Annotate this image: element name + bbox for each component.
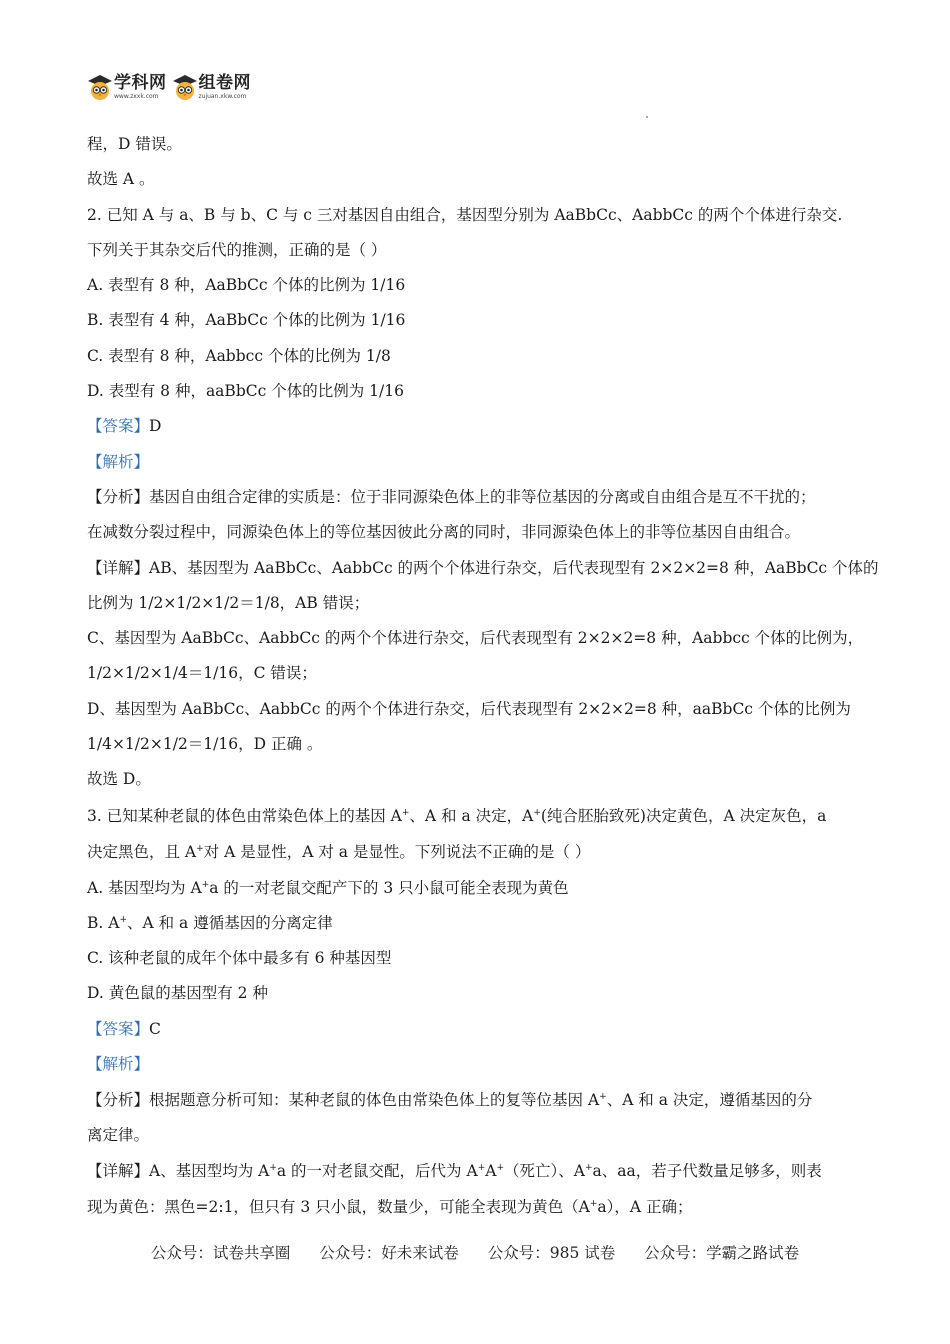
- stray-dot: [646, 116, 648, 118]
- answer-tag: 【答案】: [87, 1019, 150, 1038]
- site-logo: [86, 70, 255, 104]
- option-d: D. 黄色鼠的基因型有 2 种: [87, 984, 268, 1003]
- document-body: [87, 127, 879, 1225]
- superscript: +: [589, 1199, 598, 1210]
- superscript: +: [496, 1163, 504, 1174]
- text-line: C、基因型为 AaBbCc、AabbCc 的两个个体进行杂交，后代表现型有 2×2×2=8 种，Aabbcc 个体的比例为，: [87, 629, 864, 648]
- text-span: 对 A 是显性，A 对 a 是显性。下列说法不正确的是（ ）: [203, 842, 591, 861]
- analysis-text: 基因自由组合定律的实质是：位于非同源染色体上的非等位基因的分离或自由组合是互不干扰的；: [149, 487, 816, 506]
- superscript: +: [119, 914, 127, 925]
- text-span: 、A 和 a 决定，A: [409, 806, 534, 825]
- text-span: A: [485, 1162, 497, 1181]
- superscript: +: [201, 879, 210, 890]
- superscript: +: [584, 1163, 593, 1174]
- text-span: A. 基因型均为 A: [87, 878, 202, 897]
- text-span: a 的一对老鼠交配产下的 3 只小鼠可能全表现为黄色: [209, 878, 569, 897]
- text-span: a），A 正确；: [597, 1198, 693, 1217]
- text-span: a 的一对老鼠交配，后代为 A: [276, 1162, 478, 1181]
- answer-value: D: [149, 417, 162, 436]
- analysis-line: [87, 480, 872, 515]
- answer-line: [87, 1012, 872, 1047]
- superscript: +: [477, 1163, 486, 1174]
- zujuanwang-logo: [171, 73, 252, 101]
- text-line: 故选 A 。: [87, 170, 155, 189]
- question-2-stem: 2. 已知 A 与 a、B 与 b、C 与 c 三对基因自由组合，基因型分别为 AaBbCc、AabbCc 的两个个体进行杂交.: [87, 205, 843, 224]
- footer-wechat-1: 公众号：试卷共享圈: [150, 1244, 291, 1262]
- analysis-tag: 【分析】: [87, 1091, 150, 1110]
- option-a: A. 表型有 8 种，AaBbCc 个体的比例为 1/16: [87, 276, 406, 295]
- text-line: 离定律。: [87, 1126, 150, 1145]
- footer-wechat-4: 公众号：学霸之路试卷: [644, 1244, 800, 1262]
- text-line: [87, 1189, 872, 1225]
- superscript: +: [269, 1163, 277, 1174]
- question-2-stem-cont: 下列关于其杂交后代的推测，正确的是（ ）: [87, 240, 387, 259]
- superscript: +: [599, 1092, 607, 1103]
- option-c: C. 表型有 8 种，Aabbcc 个体的比例为 1/8: [87, 346, 391, 365]
- text-span: A、基因型均为 A: [149, 1162, 270, 1181]
- analysis-heading: [87, 445, 872, 480]
- xuekewang-logo: [86, 73, 167, 101]
- question-3-stem: [87, 798, 872, 834]
- text-line: 1/2×1/2×1/4＝1/16，C 错误；: [87, 664, 317, 683]
- detail-line: [87, 1153, 872, 1189]
- analysis-tag: 【解析】: [87, 452, 150, 471]
- option-a: [87, 870, 872, 906]
- text-line: 故选 D。: [87, 770, 151, 789]
- answer-tag: 【答案】: [87, 417, 150, 436]
- text-line: D、基因型为 AaBbCc、AabbCc 的两个个体进行杂交，后代表现型有 2×2×2=8 种，aaBbCc 个体的比例为: [87, 699, 851, 718]
- analysis-line: [87, 1082, 872, 1118]
- analysis-heading: [87, 1047, 872, 1082]
- brand-name: 学科网: [114, 72, 167, 93]
- text-span: 、A 和 a 遵循基因的分离定律: [127, 913, 333, 932]
- question-3-stem-cont: [87, 834, 872, 870]
- owl-mascot-icon: [86, 73, 114, 101]
- option-b: B. 表型有 4 种，AaBbCc 个体的比例为 1/16: [87, 311, 406, 330]
- text-line: 程，D 错误。: [87, 135, 182, 153]
- owl-mascot-icon: [171, 73, 199, 101]
- analysis-tag: 【解析】: [87, 1054, 150, 1073]
- superscript: +: [401, 807, 410, 818]
- text-span: 现为黄色：黑色=2:1，但只有 3 只小鼠，数量少，可能全表现为黄色（A: [87, 1198, 590, 1217]
- option-d: D. 表型有 8 种，aaBbCc 个体的比例为 1/16: [87, 382, 404, 401]
- detail-tag: 【详解】: [87, 558, 150, 577]
- text-line: 比例为 1/2×1/2×1/2＝1/8，AB 错误；: [87, 593, 370, 612]
- text-span: （死亡）、A: [503, 1162, 585, 1181]
- text-span: 3. 已知某种老鼠的体色由常染色体上的基因 A: [87, 806, 402, 825]
- detail-tag: 【详解】: [87, 1162, 150, 1181]
- option-c: C. 该种老鼠的成年个体中最多有 6 种基因型: [87, 948, 392, 967]
- answer-value: C: [149, 1019, 161, 1038]
- text-span: 根据题意分析可知：某种老鼠的体色由常染色体上的复等位基因 A: [149, 1091, 600, 1110]
- page-footer: [0, 1241, 950, 1263]
- text-line: 在减数分裂过程中，同源染色体上的等位基因彼此分离的同时，非同源染色体上的非等位基因自由组合。: [87, 523, 801, 542]
- text-span: 决定黑色，且 A: [87, 842, 197, 861]
- brand-url: zujuan.xkw.com: [198, 92, 247, 100]
- text-span: (纯合胚胎致死)决定黄色，A 决定灰色，a: [540, 806, 827, 825]
- text-span: B. A: [87, 913, 120, 932]
- text-span: a、aa，若子代数量足够多，则表: [592, 1162, 822, 1181]
- brand-url: www.zxxk.com: [114, 92, 159, 100]
- analysis-tag: 【分析】: [87, 487, 150, 506]
- text-span: 、A 和 a 决定，遵循基因的分: [606, 1091, 813, 1110]
- answer-line: [87, 409, 872, 444]
- superscript: +: [196, 843, 204, 854]
- option-b: [87, 906, 872, 941]
- detail-text: AB、基因型为 AaBbCc、AabbCc 的两个个体进行杂交，后代表现型有 2×2×2=8 种，AaBbCc 个体的: [149, 558, 879, 577]
- footer-wechat-3: 公众号：985 试卷: [487, 1244, 616, 1262]
- detail-line: [87, 551, 879, 586]
- text-line: 1/4×1/2×1/2＝1/16，D 正确 。: [87, 735, 323, 754]
- superscript: +: [533, 807, 541, 818]
- brand-name: 组卷网: [198, 72, 251, 93]
- footer-wechat-2: 公众号：好未来试卷: [319, 1244, 459, 1262]
